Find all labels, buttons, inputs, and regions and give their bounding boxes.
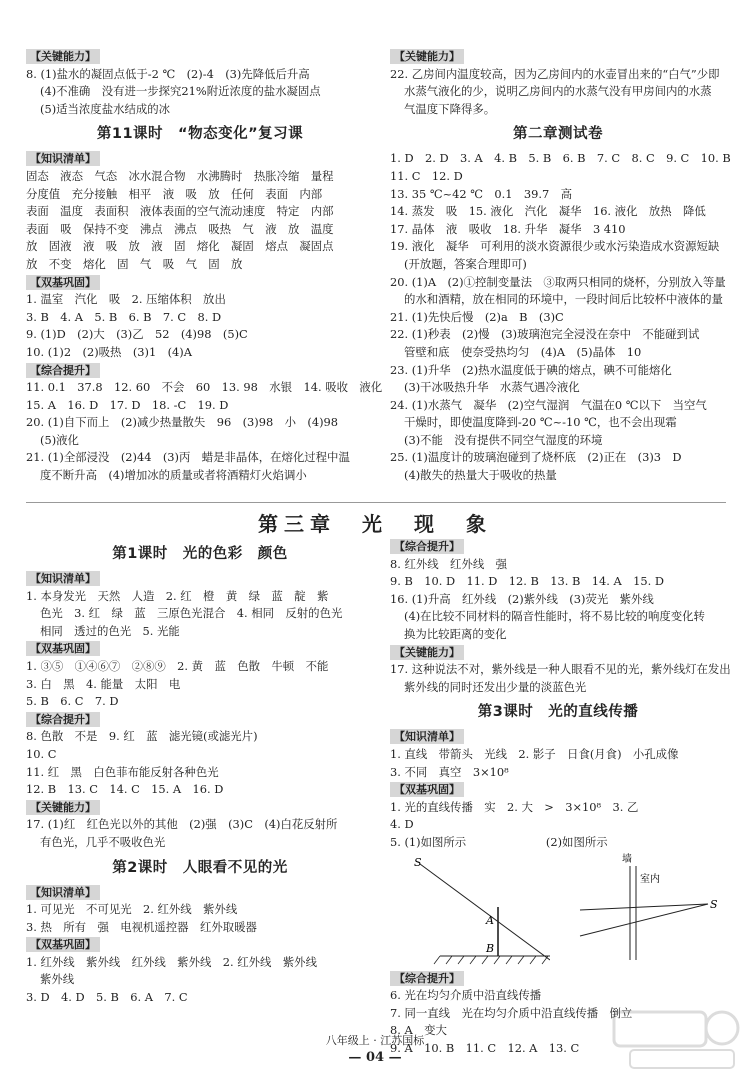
- answer-line: 14. 蒸发 吸 15. 液化 汽化 凝华 16. 液化 放热 降低: [390, 204, 706, 219]
- answer-line: (4)在比较不同材料的隔音性能时，将不易比较的响度变化转: [404, 609, 705, 624]
- answer-line: 17. (1)红 红色光以外的其他 (2)强 (3)C (4)白花反射所: [26, 817, 338, 832]
- answer-line: 21. (1)全部浸没 (2)44 (3)丙 蜡是非晶体，在熔化过程中温: [26, 450, 350, 465]
- section-label: 【综合提升】: [26, 363, 100, 378]
- answer-line: (5)适当浓度盐水结成的冰: [40, 101, 171, 116]
- answer-line: 1. 直线 带箭头 光线 2. 影子 日食(月食) 小孔成像: [390, 746, 679, 761]
- answer-line: 20. (1)自下而上 (2)减少热量散失 96 (3)98 小 (4)98: [26, 415, 339, 430]
- answer-line: 1. 可见光 不可见光 2. 红外线 紫外线: [26, 902, 238, 917]
- answer-line: 13. 35 ℃~42 ℃ 0.1 39.7 高: [390, 186, 573, 201]
- section-row: [26, 711, 374, 729]
- page-number: — 04 —: [348, 1050, 402, 1065]
- answer-line: 3. 热 所有 强 电视机遥控器 红外取暖器: [26, 919, 257, 934]
- answer-line: 1. 本身发光 天然 人造 2. 红 橙 黄 绿 蓝 靛 紫: [26, 588, 329, 603]
- right-column-top: [390, 48, 731, 485]
- answer-line: 9. (1)D (2)大 (3)乙 52 (4)98 (5)C: [26, 327, 248, 342]
- section-row: [26, 570, 374, 588]
- answer-line: 17. 这种说法不对，紫外线是一种人眼看不见的光，紫外线灯在发出: [390, 662, 731, 677]
- answer-line: 16. (1)升高 红外线 (2)紫外线 (3)荧光 紫外线: [390, 591, 654, 606]
- left-column-bottom: [26, 538, 374, 1007]
- section-label: 【知识清单】: [26, 151, 100, 166]
- figure-2: [570, 852, 720, 968]
- chapter-title: 第三章 光 现 象: [258, 512, 492, 536]
- section-row: [26, 884, 374, 902]
- answer-line: (4)散失的热量大于吸收的热量: [404, 468, 557, 483]
- section-label: 【关键能力】: [26, 49, 100, 64]
- section-label: 【双基巩固】: [26, 641, 100, 656]
- answer-line: 度不断升高 (4)增加冰的质量或者将酒精灯火焰调小: [40, 468, 307, 483]
- answer-line: (3)不能 没有提供不同空气湿度的环境: [404, 432, 603, 447]
- section-label: 【关键能力】: [390, 49, 464, 64]
- section-row: [26, 48, 374, 66]
- lesson-heading: 第二章测试卷: [513, 126, 603, 143]
- right-column-bottom: [390, 538, 731, 1057]
- answer-line: 9. A 10. B 11. C 12. A 13. C: [390, 1040, 580, 1055]
- answer-line: 的水和酒精，放在相同的环境中，一段时间后比较杯中液体的量: [404, 292, 723, 307]
- answer-line: 12. B 13. C 14. C 15. A 16. D: [26, 782, 224, 797]
- answer-line: 3. 白 黑 4. 能量 太阳 电: [26, 676, 181, 691]
- section-row: [26, 274, 374, 292]
- answer-line: 6. 光在均匀介质中沿直线传播: [390, 988, 542, 1003]
- answer-line: 8. (1)盐水的凝固点低于-2 ℃ (2)-4 (3)先降低后升高: [26, 66, 310, 81]
- answer-line: 换为比较距离的变化: [404, 626, 507, 641]
- answer-line: 水蒸气液化的少，说明乙房间内的水蒸气没有甲房间内的水蒸: [404, 84, 712, 99]
- section-row: [26, 936, 374, 954]
- answer-line: 3. B 4. A 5. B 6. B 7. C 8. D: [26, 309, 222, 324]
- answer-line: 22. (1)秒表 (2)慢 (3)玻璃泡完全浸没在奈中 不能碰到试: [390, 327, 700, 342]
- lesson-heading: 第2课时 人眼看不见的光: [112, 859, 288, 876]
- answer-line: 21. (1)先快后慢 (2)a B (3)C: [390, 309, 564, 324]
- answer-line: (4)不准确 没有进一步探究21%附近浓度的盐水凝固点: [40, 84, 321, 99]
- answer-line: 表面 温度 表面积 液体表面的空气流动速度 特定 内部: [26, 204, 334, 219]
- answer-line: 10. (1)2 (2)吸热 (3)1 (4)A: [26, 344, 192, 359]
- figure-area: [390, 852, 726, 970]
- answer-line: 1. 温室 汽化 吸 2. 压缩体积 放出: [26, 292, 226, 307]
- label-a: A: [486, 913, 494, 927]
- section-label: 【关键能力】: [26, 800, 100, 815]
- section-label: 【综合提升】: [390, 971, 464, 986]
- label-s2: S: [710, 897, 718, 911]
- answer-line: 3. D 4. D 5. B 6. A 7. C: [26, 990, 188, 1005]
- section-label: 【综合提升】: [26, 712, 100, 727]
- answer-line: 有色光，几乎不吸收色光: [40, 834, 166, 849]
- answer-line: 5. B 6. C 7. D: [26, 694, 119, 709]
- answer-line: 固态 液态 气态 冰水混合物 水沸腾时 热胀冷缩 量程: [26, 168, 334, 183]
- answer-line: 11. 0.1 37.8 12. 60 不会 60 13. 98 水银 14. 吸收 液化: [26, 380, 383, 395]
- answer-line: 干燥时，即使温度降到-20 ℃~-10 ℃，也不会出现霜: [404, 415, 677, 430]
- section-row: [26, 640, 374, 658]
- answer-line: 8. 红外线 红外线 强: [390, 556, 508, 571]
- answer-line: 25. (1)温度计的玻璃泡碰到了烧杯底 (2)正在 (3)3 D: [390, 450, 682, 465]
- answer-line: 10. C: [26, 746, 57, 761]
- answer-line: 24. (1)水蒸气 凝华 (2)空气湿润 气温在0 ℃以下 当空气: [390, 397, 707, 412]
- watermark-logo: [610, 1002, 740, 1072]
- answer-line: 5. (1)如图所示 (2)如图所示: [390, 834, 608, 849]
- answer-line: 表面 吸 保持不变 沸点 沸点 吸热 气 液 放 温度: [26, 221, 334, 236]
- answer-line: 19. 液化 凝华 可利用的淡水资源很少或水污染造成水资源短缺: [390, 239, 720, 254]
- right-bottom-block-a: [390, 538, 731, 852]
- answer-line: (5)液化: [40, 432, 79, 447]
- section-row: [390, 970, 726, 988]
- footer-text: 八年级上 · 江苏国标: [325, 1034, 425, 1047]
- answer-line: (3)干冰吸热升华 水蒸气遇冷液化: [404, 380, 580, 395]
- answer-line: 放 不变 熔化 固 气 吸 气 固 放: [26, 256, 243, 271]
- section-row: [26, 150, 374, 168]
- label-b: B: [486, 941, 495, 955]
- section-row: [390, 48, 726, 66]
- section-row: [390, 728, 726, 746]
- label-room: 室内: [640, 873, 660, 885]
- answer-line: 色光 3. 红 绿 蓝 三原色光混合 4. 相同 反射的色光: [40, 606, 343, 621]
- answer-line: 紫外线: [40, 972, 75, 987]
- section-label: 【知识清单】: [26, 571, 100, 586]
- section-row: [390, 644, 726, 662]
- answer-line: 8. 色散 不是 9. 红 蓝 滤光镜(或滤光片): [26, 729, 258, 744]
- answer-line: 23. (1)升华 (2)热水温度低于碘的熔点，碘不可能熔化: [390, 362, 672, 377]
- answer-line: 1. 光的直线传播 实 2. 大 > 3×10⁸ 3. 乙: [390, 799, 639, 814]
- section-label: 【双基巩固】: [26, 275, 100, 290]
- lesson-heading: 第1课时 光的色彩 颜色: [112, 546, 288, 562]
- section-label: 【知识清单】: [26, 885, 100, 900]
- answer-line: 11. 红 黑 白色菲布能反射各种色光: [26, 764, 219, 779]
- label-s: S: [414, 855, 422, 869]
- answer-line: 相同 透过的色光 5. 光能: [40, 623, 180, 638]
- lesson-heading: 第3课时 光的直线传播: [477, 704, 639, 721]
- section-row: [26, 362, 374, 380]
- answer-line: 3. 不同 真空 3×10⁸: [390, 764, 509, 779]
- section-row: [390, 781, 726, 799]
- section-label: 【知识清单】: [390, 729, 464, 744]
- chapter-divider: [26, 502, 726, 503]
- answer-line: 20. (1)A (2)①控制变量法 ③取两只相同的烧杯，分别放入等量: [390, 274, 726, 289]
- answer-line: 管壁和底 使奈受热均匀 (4)A (5)晶体 10: [404, 344, 642, 359]
- answer-line: 15. A 16. D 17. D 18. -C 19. D: [26, 397, 229, 412]
- left-column-top: [26, 48, 383, 485]
- answer-line: 9. B 10. D 11. D 12. B 13. B 14. A 15. D: [390, 574, 664, 589]
- answer-line: 1. D 2. D 3. A 4. B 5. B 6. B 7. C 8. C 9. C 10. B: [390, 151, 731, 166]
- section-label: 【双基巩固】: [390, 782, 464, 797]
- label-wall: 墙: [622, 853, 632, 865]
- answer-line: 22. 乙房间内温度较高，因为乙房间内的水壶冒出来的“白气”少即: [390, 66, 720, 81]
- answer-line: 气温度下降得多。: [404, 101, 496, 116]
- lesson-heading: 第11课时 “物态变化”复习课: [96, 126, 304, 143]
- answer-line: 17. 晶体 液 吸收 18. 升华 凝华 3 410: [390, 221, 626, 236]
- answer-line: 8. A 变大: [390, 1023, 447, 1038]
- section-row: [390, 538, 726, 556]
- answer-line: 11. C 12. D: [390, 168, 463, 183]
- light-ray-1: [420, 864, 550, 960]
- answer-line: 紫外线的同时还发出少量的淡蓝色光: [404, 679, 587, 694]
- section-label: 【双基巩固】: [26, 937, 100, 952]
- section-label: 【关键能力】: [390, 645, 464, 660]
- answer-line: 分度值 充分接触 相平 液 吸 放 任何 表面 内部: [26, 186, 323, 201]
- answer-line: 1. ③⑤ ①④⑥⑦ ②⑧⑨ 2. 黄 蓝 色散 牛顿 不能: [26, 658, 329, 673]
- figure-1: [410, 852, 550, 968]
- section-label: 【综合提升】: [390, 539, 464, 554]
- answer-line: 放 固液 液 吸 放 液 固 熔化 凝固 熔点 凝固点: [26, 239, 334, 254]
- answer-line: 4. D: [390, 817, 414, 832]
- section-row: [26, 799, 374, 817]
- answer-line: (开放题，答案合理即可): [404, 256, 527, 271]
- answer-line: 7. 同一直线 光在均匀介质中沿直线传播 倒立: [390, 1005, 633, 1020]
- answer-line: 1. 红外线 紫外线 红外线 紫外线 2. 红外线 紫外线: [26, 954, 317, 969]
